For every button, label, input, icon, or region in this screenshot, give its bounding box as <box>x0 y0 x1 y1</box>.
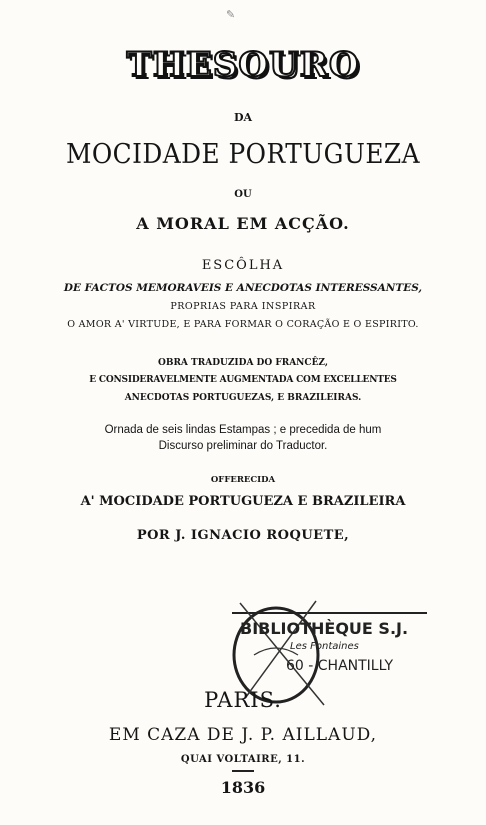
translation-line-3: ANECDOTAS PORTUGUEZAS, E BRAZILEIRAS. <box>124 393 362 403</box>
book-subject: MOCIDADE PORTUGUEZA <box>65 139 421 170</box>
book-title: THESOURO <box>126 45 360 85</box>
title-connector-ou: OU <box>234 189 252 200</box>
imprint-address: QUAI VOLTAIRE, 11. <box>180 754 306 765</box>
description-line-2: PROPRIAS PARA INSPIRAR <box>170 301 316 312</box>
ornament-line-1: Ornada de seis lindas Estampas ; e precedida de hum <box>104 424 382 436</box>
author-line: POR J. IGNACIO ROQUETE, <box>136 528 350 543</box>
dedication: A' MOCIDADE PORTUGUEZA E BRAZILEIRA <box>80 494 406 509</box>
description-line-3: O AMOR A' VIRTUDE, E PARA FORMAR O CORAÇÃO E O ESPIRITO. <box>67 319 419 330</box>
translation-line-2: E CONSIDERAVELMENTE AUGMENTADA COM EXCELLENTES <box>89 375 397 385</box>
stamp-line-2: Les Fontaines <box>290 641 359 652</box>
description-line-1: DE FACTOS MEMORAVEIS E ANECDOTAS INTERESSANTES, <box>63 282 423 294</box>
stamp-line-1: BIBLIOTHÈQUE S.J. <box>240 619 409 638</box>
imprint-city: PARIS. <box>204 688 282 712</box>
stamp-line-3: 60 - CHANTILLY <box>286 658 394 674</box>
imprint-year: 1836 <box>220 778 266 797</box>
margin-mark: ✎ <box>226 8 236 21</box>
translation-line-1: OBRA TRADUZIDA DO FRANCÊZ, <box>158 358 328 368</box>
imprint-publisher: EM CAZA DE J. P. AILLAUD, <box>108 725 378 745</box>
ornament-line-2: Discurso preliminar do Traductor. <box>158 440 328 452</box>
offered-label: OFFERECIDA <box>210 475 276 485</box>
title-connector-da: DA <box>233 111 253 124</box>
book-subtitle: A MORAL EM ACÇÃO. <box>136 214 350 233</box>
separator-rule <box>232 770 254 772</box>
escolha-heading: ESCÔLHA <box>201 258 285 273</box>
